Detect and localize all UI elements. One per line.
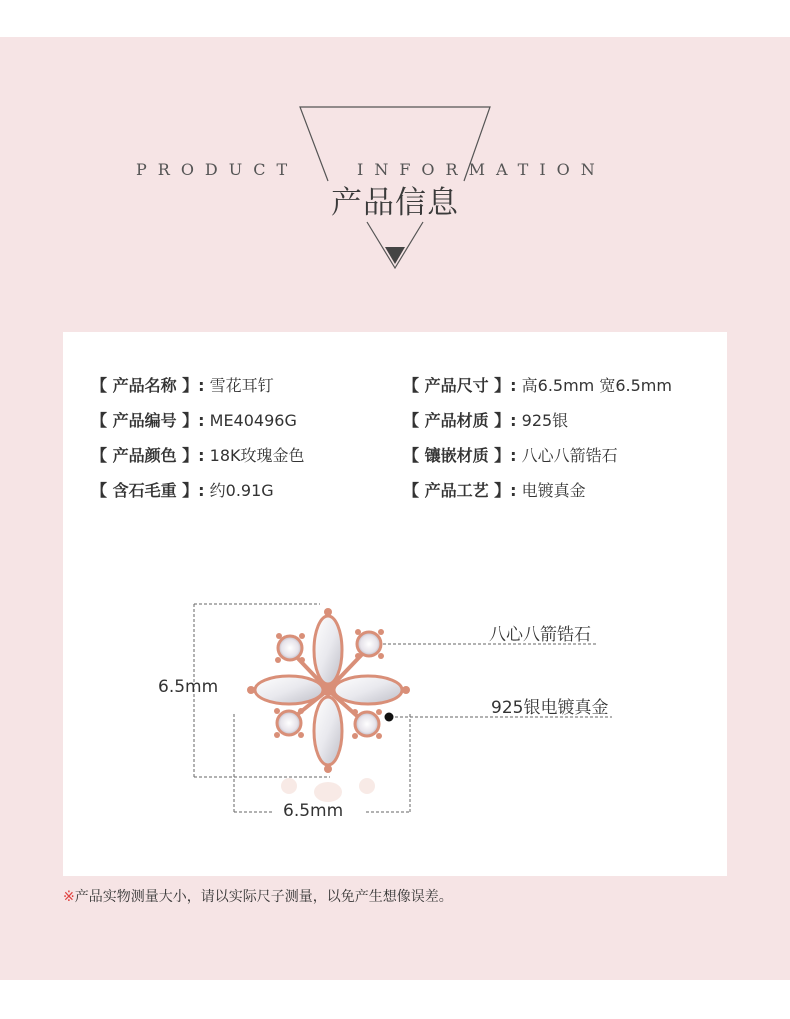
subtitle-product: PRODUCT (136, 160, 299, 179)
spec-size: 【 产品尺寸 】: 高6.5mm 宽6.5mm (403, 376, 672, 395)
spec-name: 【 产品名称 】: 雪花耳钉 (91, 376, 274, 395)
callout-stone-label: 八心八箭锆石 (489, 625, 591, 645)
spec-inlay: 【 镶嵌材质 】: 八心八箭锆石 (403, 446, 618, 465)
spec-craft: 【 产品工艺 】: 电镀真金 (403, 481, 586, 500)
callout-dot-metal (385, 713, 394, 722)
note-mark: ※ (63, 889, 75, 905)
page-title: 产品信息 (331, 185, 459, 221)
spec-code: 【 产品编号 】: ME40496G (91, 411, 297, 430)
snowflake-earring (247, 608, 410, 802)
subtitle-information: INFORMATION (357, 160, 606, 179)
note-text: 产品实物测量大小，请以实际尺子测量，以免产生想像误差。 (74, 889, 453, 905)
measurement-note (63, 886, 453, 906)
spec-weight: 【 含石毛重 】: 约0.91G (91, 481, 274, 500)
width-label: 6.5mm (283, 801, 344, 821)
spec-color: 【 产品颜色 】: 18K玫瑰金色 (91, 446, 305, 465)
spec-material: 【 产品材质 】: 925银 (403, 411, 569, 430)
callout-metal-label: 925银电镀真金 (491, 698, 609, 718)
height-label: 6.5mm (158, 677, 219, 697)
